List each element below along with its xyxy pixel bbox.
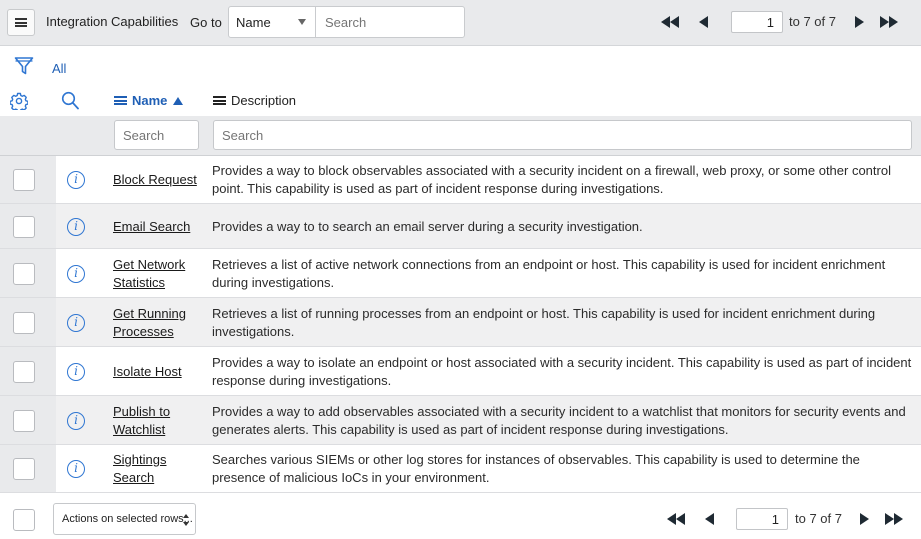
row-checkbox[interactable]: [13, 410, 35, 432]
first-page-icon[interactable]: [667, 513, 685, 525]
row-checkbox[interactable]: [13, 458, 35, 480]
list-menu-button[interactable]: [7, 9, 35, 36]
list-header: [0, 0, 921, 46]
column-header-name[interactable]: [114, 93, 183, 108]
page-title: Integration Capabilities: [46, 14, 179, 29]
column-description-label[interactable]: Description: [231, 93, 297, 108]
table-row: [0, 396, 921, 445]
next-page-icon[interactable]: [860, 513, 869, 525]
hamburger-icon: [15, 18, 27, 27]
info-circle-icon[interactable]: i: [67, 363, 85, 381]
info-circle-icon[interactable]: i: [67, 314, 85, 332]
table-row: [0, 156, 921, 204]
funnel-icon[interactable]: [14, 56, 34, 76]
row-checkbox[interactable]: [13, 216, 35, 238]
last-page-icon[interactable]: [880, 16, 898, 28]
row-description: Searches various SIEMs or other log stores for instances of observables. This capability is used to determine the presence of malicious IoCs in your environment.: [212, 452, 860, 485]
previous-page-icon[interactable]: [705, 513, 714, 525]
next-page-icon[interactable]: [855, 16, 864, 28]
select-arrows-icon: [183, 514, 189, 526]
info-circle-icon[interactable]: i: [67, 171, 85, 189]
search-icon[interactable]: [61, 91, 79, 110]
column-menu-icon[interactable]: [213, 96, 226, 105]
row-checkbox[interactable]: [13, 361, 35, 383]
select-all-checkbox[interactable]: [13, 509, 35, 531]
actions-select-label: Actions on selected rows...: [62, 513, 193, 525]
row-name-link[interactable]: Get Network Statistics: [113, 257, 186, 290]
first-page-icon[interactable]: [661, 16, 679, 28]
table-row: [0, 445, 921, 493]
goto-search-input[interactable]: [315, 6, 465, 38]
row-name-link[interactable]: Isolate Host: [113, 364, 182, 379]
table-row: [0, 347, 921, 396]
page-number-input[interactable]: 1: [731, 11, 783, 33]
table-row: [0, 298, 921, 347]
row-checkbox[interactable]: [13, 312, 35, 334]
row-name-link[interactable]: Email Search: [113, 219, 191, 234]
table-row: [0, 249, 921, 298]
last-page-icon[interactable]: [885, 513, 903, 525]
column-menu-icon[interactable]: [114, 96, 127, 105]
goto-label: Go to: [190, 15, 222, 30]
previous-page-icon[interactable]: [699, 16, 708, 28]
chevron-down-icon: [298, 19, 306, 25]
row-name-link[interactable]: Block Request: [113, 172, 197, 187]
sort-ascending-icon: [173, 97, 183, 105]
goto-field-value: Name: [236, 15, 271, 30]
row-description: Provides a way to add observables associated with a security incident to a watchlist that monitors for security events and generates alerts. This capability is used as part of incident response during investigations.: [212, 404, 906, 437]
table-row: [0, 204, 921, 249]
page-range-text: to 7 of 7: [795, 511, 842, 526]
info-circle-icon[interactable]: i: [67, 460, 85, 478]
page-number-input[interactable]: 1: [736, 508, 788, 530]
column-search-row: [0, 116, 921, 156]
row-checkbox[interactable]: [13, 263, 35, 285]
row-description: Retrieves a list of active network connections from an endpoint or host. This capability is used for incident enrichment during investigations.: [212, 257, 886, 290]
row-checkbox[interactable]: [13, 169, 35, 191]
row-description: Provides a way to to search an email server during a security investigation.: [212, 219, 643, 234]
description-column-search-input[interactable]: [213, 120, 912, 150]
gear-icon[interactable]: [10, 92, 28, 110]
breadcrumb-all[interactable]: All: [52, 61, 67, 76]
page-range-text: to 7 of 7: [789, 14, 836, 29]
row-name-link[interactable]: Sightings Search: [113, 452, 167, 485]
goto-field-select[interactable]: [228, 6, 316, 38]
row-description: Retrieves a list of running processes from an endpoint or host. This capability is used for incident enrichment during investigations.: [212, 306, 876, 339]
info-circle-icon[interactable]: i: [67, 218, 85, 236]
actions-on-selected-rows-select[interactable]: [53, 503, 196, 535]
row-description: Provides a way to isolate an endpoint or host associated with a security incident. This capability is used as part of incident response during investigations.: [212, 355, 912, 388]
column-name-label[interactable]: Name: [132, 93, 168, 108]
info-circle-icon[interactable]: i: [67, 412, 85, 430]
info-circle-icon[interactable]: i: [67, 265, 85, 283]
column-header-description[interactable]: [213, 93, 296, 108]
name-column-search-input[interactable]: [114, 120, 199, 150]
row-name-link[interactable]: Publish to Watchlist: [113, 404, 171, 437]
row-description: Provides a way to block observables associated with a security incident on a firewall, web proxy, or some other control point. This capability is used as part of incident response during investigations.: [212, 163, 891, 196]
row-name-link[interactable]: Get Running Processes: [113, 306, 186, 339]
